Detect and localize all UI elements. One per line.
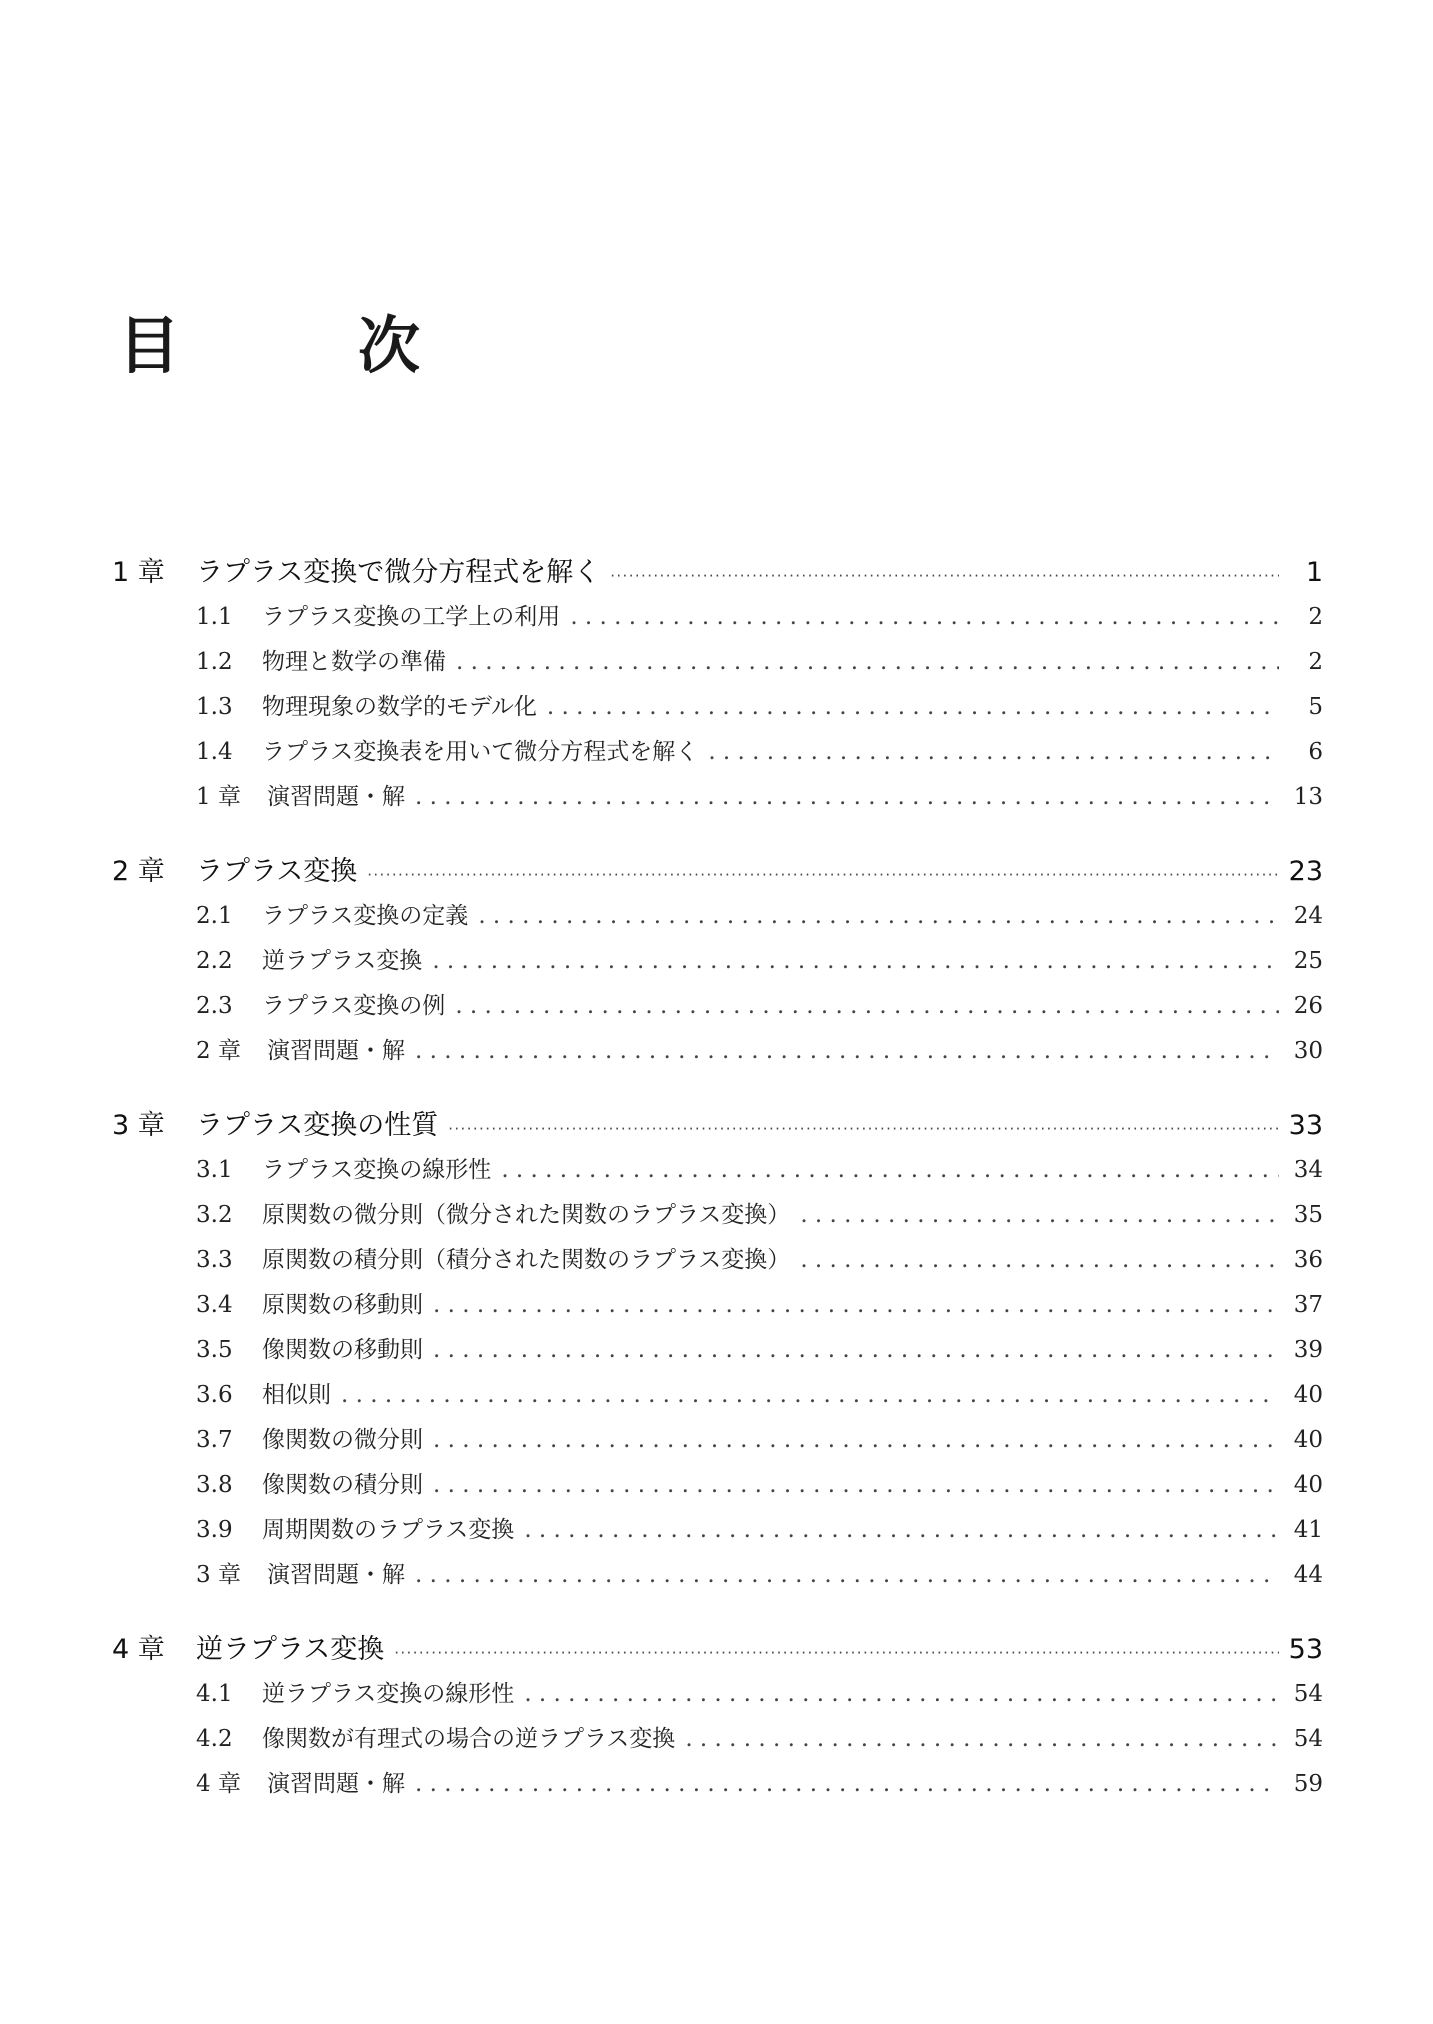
section-page-number: 26 [1293,993,1323,1019]
section-entry-body [262,1283,1323,1328]
section-page-number: 5 [1308,694,1323,720]
section-entry-body [262,1508,1323,1553]
section-title: 逆ラプラス変換の線形性 [262,1681,515,1707]
section-page-number: 54 [1293,1681,1323,1707]
toc-section-entry[interactable] [0,984,1433,1029]
toc-chapter-entry[interactable] [0,1103,1433,1148]
exercise-title: 演習問題・解 [266,1562,405,1588]
dot-leader [524,1672,1279,1717]
exercise-entry-body [196,1029,1323,1074]
section-title: 像関数の移動則 [262,1337,423,1363]
section-title: 相似則 [262,1382,331,1408]
section-page-number: 2 [1308,649,1323,675]
dot-leader [455,984,1279,1029]
section-entry-body [262,1463,1323,1508]
chapter-number: 1 章 [112,557,165,588]
section-entry-body [262,685,1323,730]
chapter-title: ラプラス変換 [196,856,358,887]
exercise-chapter-number: 2 章 [196,1038,241,1064]
section-number: 1.2 [196,649,233,675]
section-title: ラプラス変換の定義 [262,903,469,929]
toc-section-entry[interactable] [0,730,1433,775]
dot-leader [341,1373,1279,1418]
toc-section-entry[interactable] [0,1672,1433,1717]
section-title: 周期関数のラプラス変換 [262,1517,515,1543]
section-page-number: 40 [1293,1472,1323,1498]
chapter-page-number: 33 [1288,1110,1323,1141]
toc-section-entry[interactable] [0,1148,1433,1193]
exercise-title: 演習問題・解 [266,1771,405,1797]
exercise-title: 演習問題・解 [266,1038,405,1064]
toc-section-entry[interactable] [0,1508,1433,1553]
chapter-number: 2 章 [112,856,165,887]
toc-chapter-entry[interactable] [0,550,1433,595]
dot-leader [433,1418,1279,1463]
chapter-entry-body [196,1627,1323,1676]
exercise-page-number: 59 [1293,1771,1323,1797]
section-title: ラプラス変換の例 [262,993,446,1019]
section-entry-body [262,894,1323,939]
section-entry-body [262,1328,1323,1373]
section-title: 原関数の積分則（積分された関数のラプラス変換） [262,1247,791,1273]
dot-leader [432,939,1279,984]
toc-section-entry[interactable] [0,1193,1433,1238]
exercise-page-number: 30 [1293,1038,1323,1064]
section-entry-body [262,1418,1323,1463]
section-number: 4.2 [196,1726,233,1752]
toc-section-entry[interactable] [0,939,1433,984]
section-entry-body [262,1373,1323,1418]
section-number: 3.9 [196,1517,233,1543]
chapter-spacer [0,1074,1433,1103]
section-number: 2.1 [196,903,233,929]
section-number: 3.5 [196,1337,233,1363]
exercise-chapter-number: 1 章 [196,784,241,810]
exercise-chapter-number: 4 章 [196,1771,241,1797]
dot-leader [456,640,1279,685]
chapter-page-number: 23 [1288,856,1323,887]
section-entry-body [262,1717,1323,1762]
section-number: 2.2 [196,948,233,974]
section-title: ラプラス変換表を用いて微分方程式を解く [262,739,699,765]
section-page-number: 37 [1293,1292,1323,1318]
section-number: 3.4 [196,1292,233,1318]
section-title: ラプラス変換の工学上の利用 [262,604,561,630]
exercise-label [196,1762,405,1807]
chapter-spacer [0,820,1433,849]
dot-leader [415,1553,1279,1598]
dot-leader [433,1283,1279,1328]
exercise-entry-body [196,1762,1323,1807]
chapter-spacer [0,1598,1433,1627]
dot-leader [685,1717,1279,1762]
chapter-page-number: 53 [1288,1634,1323,1665]
toc-section-entry[interactable] [0,1328,1433,1373]
section-page-number: 36 [1293,1247,1323,1273]
section-title: 原関数の微分則（微分された関数のラプラス変換） [262,1202,791,1228]
section-title: 像関数の微分則 [262,1427,423,1453]
toc-chapter-entry[interactable] [0,1627,1433,1672]
section-entry-body [262,1672,1323,1717]
dot-leader [524,1508,1279,1553]
dot-leader [394,1631,1278,1676]
dot-leader [478,894,1279,939]
section-page-number: 6 [1308,739,1323,765]
section-page-number: 25 [1293,948,1323,974]
section-title: 逆ラプラス変換 [262,948,423,974]
chapter-title: ラプラス変換の性質 [196,1110,439,1141]
exercise-page-number: 13 [1293,784,1323,810]
section-page-number: 40 [1293,1427,1323,1453]
toc-exercise-entry[interactable] [0,1029,1433,1074]
section-page-number: 24 [1293,903,1323,929]
chapter-entry-body [196,550,1323,599]
section-entry-body [262,595,1323,640]
section-number: 3.3 [196,1247,233,1273]
section-entry-body [262,939,1323,984]
dot-leader [708,730,1279,775]
section-title: 像関数が有理式の場合の逆ラプラス変換 [262,1726,676,1752]
section-entry-body [262,984,1323,1029]
section-page-number: 35 [1293,1202,1323,1228]
section-title: 物理現象の数学的モデル化 [262,694,537,720]
dot-leader [448,1107,1278,1152]
dot-leader [433,1328,1279,1373]
exercise-label [196,1553,405,1598]
table-of-contents [0,550,1433,1807]
section-page-number: 40 [1293,1382,1323,1408]
section-number: 1.1 [196,604,233,630]
exercise-entry-body [196,775,1323,820]
toc-exercise-entry[interactable] [0,775,1433,820]
section-number: 3.2 [196,1202,233,1228]
section-title: 物理と数学の準備 [262,649,446,675]
toc-section-entry[interactable] [0,1238,1433,1283]
dot-leader [415,775,1279,820]
toc-section-entry[interactable] [0,595,1433,640]
section-title: ラプラス変換の線形性 [262,1157,492,1183]
exercise-chapter-number: 3 章 [196,1562,241,1588]
section-number: 3.7 [196,1427,233,1453]
chapter-number: 4 章 [112,1634,165,1665]
section-page-number: 34 [1293,1157,1323,1183]
section-entry-body [262,1238,1323,1283]
section-number: 3.1 [196,1157,233,1183]
section-number: 3.6 [196,1382,233,1408]
section-number: 1.3 [196,694,233,720]
toc-section-entry[interactable] [0,1717,1433,1762]
dot-leader [800,1193,1279,1238]
toc-section-entry[interactable] [0,1283,1433,1328]
page-title: 目 次 [118,309,479,382]
section-number: 1.4 [196,739,233,765]
exercise-page-number: 44 [1293,1562,1323,1588]
section-page-number: 54 [1293,1726,1323,1752]
section-entry-body [262,1148,1323,1193]
section-entry-body [262,1193,1323,1238]
chapter-title: 逆ラプラス変換 [196,1634,385,1665]
dot-leader [367,853,1278,898]
dot-leader [415,1029,1279,1074]
toc-section-entry[interactable] [0,1463,1433,1508]
dot-leader [415,1762,1279,1807]
exercise-label [196,1029,405,1074]
section-number: 4.1 [196,1681,233,1707]
exercise-label [196,775,405,820]
dot-leader [547,685,1279,730]
section-page-number: 41 [1293,1517,1323,1543]
section-entry-body [262,730,1323,775]
toc-section-entry[interactable] [0,1373,1433,1418]
chapter-title: ラプラス変換で微分方程式を解く [196,557,601,588]
section-entry-body [262,640,1323,685]
dot-leader [800,1238,1279,1283]
chapter-page-number: 1 [1305,557,1323,588]
toc-chapter-entry[interactable] [0,849,1433,894]
dot-leader [610,554,1279,599]
chapter-number: 3 章 [112,1110,165,1141]
exercise-title: 演習問題・解 [266,784,405,810]
section-title: 原関数の移動則 [262,1292,423,1318]
chapter-entry-body [196,849,1323,898]
toc-exercise-entry[interactable] [0,1762,1433,1807]
section-page-number: 39 [1293,1337,1323,1363]
exercise-entry-body [196,1553,1323,1598]
section-number: 2.3 [196,993,233,1019]
dot-leader [501,1148,1279,1193]
chapter-entry-body [196,1103,1323,1152]
dot-leader [433,1463,1279,1508]
toc-section-entry[interactable] [0,894,1433,939]
toc-section-entry[interactable] [0,685,1433,730]
section-title: 像関数の積分則 [262,1472,423,1498]
toc-section-entry[interactable] [0,640,1433,685]
section-number: 3.8 [196,1472,233,1498]
dot-leader [570,595,1279,640]
toc-exercise-entry[interactable] [0,1553,1433,1598]
toc-section-entry[interactable] [0,1418,1433,1463]
section-page-number: 2 [1308,604,1323,630]
